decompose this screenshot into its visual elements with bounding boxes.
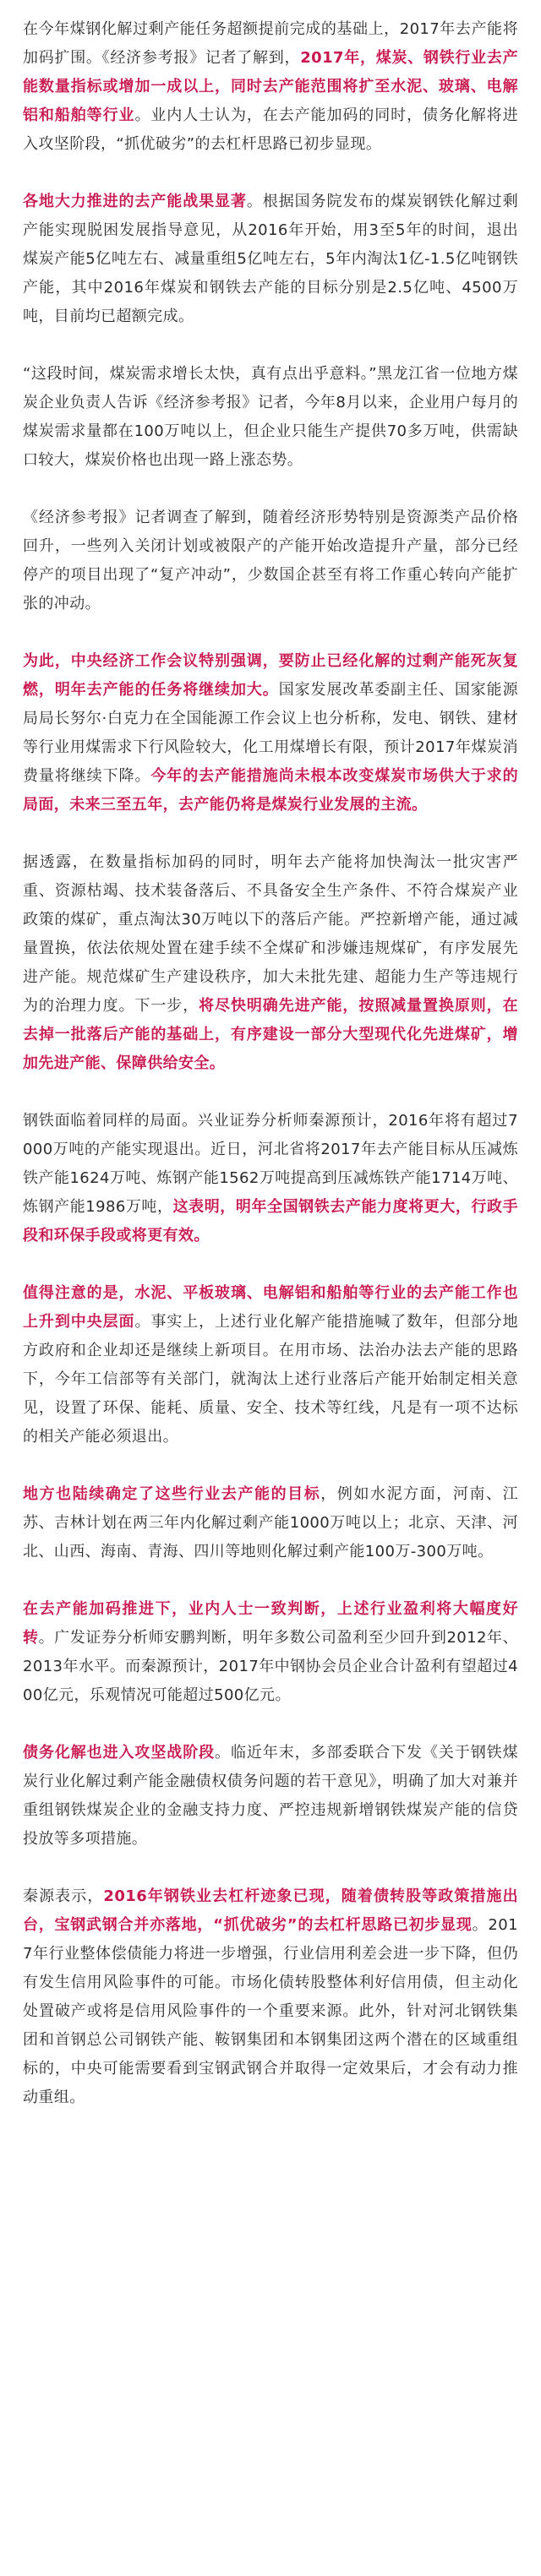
highlighted-text: 2016年钢铁业去杠杆迹象已现，随着债转股等政策措施出台，宝钢武钢合并亦落地，“抓优破劣”的去杠杆思路已初步显现 [23,1887,519,1934]
paragraph-text: 据透露，在数量指标加码的同时，明年去产能将加快淘汰一批灾害严重、资源枯竭、技术装备落后、不具备安全生产条件、不符合煤炭产业政策的煤矿，重点淘汰30万吨以下的落后产能。严控新增产能，通过减量置换，依法依规处置在建手续不全煤矿和涉嫌违规煤矿，有序发展先进产能。规范煤矿生产建设秩序，加大未批先建、超能力生产等违规行为的治理力度。下一步， [23,853,518,1015]
highlighted-text: 将尽快明确先进产能，按照减量置换原则，在去掉一批落后产能的基础上，有序建设一部分大型现代化先进煤矿，增加先进产能、保障供给安全。 [23,997,518,1072]
paragraph-text: 秦源表示， [23,1887,104,1905]
paragraph-text: 。广发证券分析师安鹏判断，明年多数公司盈利至少回升到2012年、2013年水平。而秦源预计，2017年中钢协会员企业合计盈利有望超过400亿元，乐观情况可能超过500亿元。 [23,1629,518,1704]
article-paragraph [23,188,518,331]
article-paragraph [23,504,518,618]
article-paragraph [23,1107,518,1250]
article-paragraph [23,1595,518,1710]
highlighted-text: 这表明，明年全国钢铁去产能力度将更大，行政手段和环保手段或将更有效。 [23,1198,518,1244]
highlighted-text: 今年的去产能措施尚未根本改变煤炭市场供大于求的局面，未来三至五年，去产能仍将是煤炭行业发展的主流。 [23,767,518,814]
paragraph-text: 在今年煤钢化解过剩产能任务超额提前完成的基础上，2017年去产能将加码扩围。《经济参考报》记者了解到， [23,20,518,67]
article-paragraph [23,1480,518,1566]
article-paragraph [23,15,518,159]
paragraph-text: “这段时间，煤炭需求增长太快，真有点出乎意料。”黑龙江省一位地方煤炭企业负责人告诉《经济参考报》记者，今年8月以来，企业用户每月的煤炭需求量都在100万吨以上，但企业只能生产提供70多万吨，供需缺口较大，煤炭价格也出现一路上涨态势。 [23,365,518,469]
highlighted-text: 在去产能加码推进下，业内人士一致判断，上述行业盈利将大幅度好转 [23,1600,518,1647]
paragraph-text: 。根据国务院发布的煤炭钢铁化解过剩产能实现脱困发展指导意见，从2016年开始，用3至5年的时间，退出煤炭产能5亿吨左右、减量重组5亿吨左右，5年内淘汰1亿-1.5亿吨钢铁产能，其中2016年煤炭和钢铁去产能的目标分别是2.5亿吨、4500万吨，目前均已超额完成。 [23,193,518,325]
article-paragraph [23,848,518,1078]
article-paragraph [23,1739,518,1854]
article-paragraph [23,1882,518,2112]
highlighted-text: 2017年，煤炭、钢铁行业去产能数量指标或增加一成以上，同时去产能范围将扩至水泥、玻璃、电解铝和船舶等行业 [23,49,518,124]
highlighted-text: 地方也陆续确定了这些行业去产能的目标 [23,1485,321,1503]
highlighted-text: 各地大力推进的去产能战果显著 [23,193,247,210]
article-paragraph [23,360,518,475]
paragraph-text: 国家发展改革委副主任、国家能源局局长努尔·白克力在全国能源工作会议上也分析称，发电、钢铁、建材等行业用煤需求下行风险较大，化工用煤增长有限，预计2017年煤炭消费量将继续下降。 [23,681,518,785]
paragraph-text: 。业内人士认为，在去产能加码的同时，债务化解将进入攻坚阶段，“抓优破劣”的去杠杆思路已初步显现。 [23,106,518,153]
highlighted-text: 债务化解也进入攻坚战阶段 [23,1744,216,1762]
highlighted-text: 值得注意的是，水泥、平板玻璃、电解铝和船舶等行业的去产能工作也上升到中央层面 [23,1284,518,1331]
paragraph-text: ，例如水泥方面，河南、江苏、吉林计划在两三年内化解过剩产能1000万吨以上；北京、天津、河北、山西、海南、青海、四川等地则化解过剩产能100万-300万吨。 [23,1485,518,1560]
highlighted-text: 为此，中央经济工作会议特别强调，要防止已经化解的过剩产能死灰复燃，明年去产能的任务将继续加大。 [23,652,518,699]
article-paragraph [23,647,518,820]
article-paragraph [23,1279,518,1451]
paragraph-text: 《经济参考报》记者调查了解到，随着经济形势特别是资源类产品价格回升，一些列入关闭计划或被限产的产能开始改造提升产量，部分已经停产的项目出现了“复产冲动”，少数国企甚至有将工作重心转向产能扩张的冲动。 [23,509,518,613]
paragraph-text: 。临近年末，多部委联合下发《关于钢铁煤炭行业化解过剩产能金融债权债务问题的若干意见》，明确了加大对兼并重组钢铁煤炭企业的金融支持力度、严控违规新增钢铁煤炭产能的信贷投放等多项措施。 [23,1744,518,1848]
paragraph-text: 。事实上，上述行业化解产能措施喊了数年，但部分地方政府和企业却还是继续上新项目。在用市场、法治办法去产能的思路下，今年工信部等有关部门，就淘汰上述行业落后产能开始制定相关意见，设置了环保、能耗、质量、安全、技术等红线，凡是有一项不达标的相关产能必须退出。 [23,1313,518,1446]
paragraph-text: 钢铁面临着同样的局面。兴业证券分析师秦源预计，2016年将有超过7000万吨的产能实现退出。近日，河北省将2017年去产能目标从压减炼铁产能1624万吨、炼钢产能1562万吨提高到压减炼铁产能1714万吨、炼钢产能1986万吨， [23,1112,518,1216]
paragraph-text: 。2017年行业整体偿债能力将进一步增强，行业信用利差会进一步下降，但仍有发生信用风险事件的可能。市场化债转股整体利好信用债，但主动化处置破产或将是信用风险事件的一个重要来源。此外，针对河北钢铁集团和首钢总公司钢铁产能、鞍钢集团和本钢集团这两个潜在的区域重组标的，中央可能需要看到宝钢武钢合并取得一定效果后，才会有动力推动重组。 [23,1916,518,2106]
